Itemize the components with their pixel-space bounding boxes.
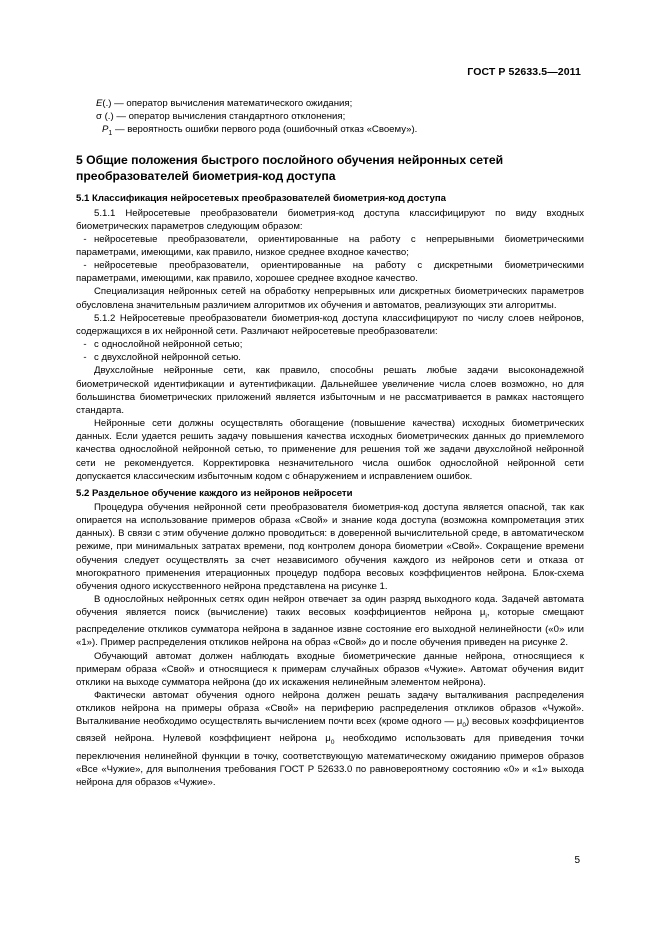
symbol-arg: (.) — [101, 111, 114, 123]
mu-symbol: μ — [325, 733, 331, 745]
paragraph: Обучающий автомат должен наблюдать входные биометрические данные нейрона, относящиеся к примерам образа «Свой» и относящиеся к примерам случайных образов «Чужие». Автомат обучения видит отклики на выходе сумматора нейрона (до их искажения нелинейным элементом нейрона). — [76, 650, 584, 688]
paragraph: Специализация нейронных сетей на обработку непрерывных или дискретных биометрических параметров обусловлена значительным различием алгоритмов их обучения и автоматов, реализующих эти алгоритмы. — [76, 286, 584, 311]
mu-subscript: i — [485, 613, 487, 621]
list-item-text: нейросетевые преобразователи, ориентированные на работу с непрерывными биометрическими параметрами, имеющими, как правило, низкое среднее входное качество; — [76, 233, 584, 258]
definition-text: — вероятность ошибки первого рода (ошибочный отказ «Своему»). — [112, 124, 418, 136]
section-5-1-heading: 5.1 Классификация нейросетевых преобразователей биометрия-код доступа — [76, 193, 446, 205]
mu-symbol: μ — [479, 607, 486, 619]
symbol-arg: (.) — [102, 98, 112, 109]
paragraph-5-1-2: 5.1.2 Нейросетевые преобразователи биометрия-код доступа классифицируют по числу слоев нейронов, содержащихся в их нейронной сети. Различают нейросетевые преобразователи: — [76, 312, 584, 337]
definition-text: — оператор вычисления стандартного отклонения; — [113, 111, 346, 123]
symbol-definitions — [76, 97, 584, 140]
paragraph — [76, 689, 584, 789]
list-item-text: с двухслойной нейронной сетью. — [94, 352, 241, 364]
list-item: - нейросетевые преобразователи, ориентированные на работу с непрерывными биометрическими параметрами, имеющими, как правило, низкое среднее входное качество; — [76, 233, 584, 258]
list-item: - с двухслойной нейронной сетью. — [83, 352, 241, 364]
text-span: В однослойных нейронных сетях один нейрон отвечает за один разряд выходного кода. Задачей автомата обучения является поиск (вычисление) таких весовых коэффициентов нейрона — [76, 594, 584, 619]
list-item-text: с однослойной нейронной сетью; — [94, 339, 243, 351]
section-5-heading: 5 Общие положения быстрого послойного обучения нейронных сетей преобразователей биометрия-код доступа — [76, 153, 504, 183]
text-span: ) весовых коэффициентов связей нейрона. Нулевой коэффициент нейрона — [76, 716, 584, 745]
definition-std — [76, 110, 584, 123]
paragraph — [76, 593, 584, 650]
symbol-sigma: σ — [96, 111, 102, 123]
list-item-text: нейросетевые преобразователи, ориентированные на работу с дискретными биометрическими параметрами, имеющими, как правило, хорошее среднее входное качество. — [76, 260, 584, 285]
mu-subscript: 0 — [330, 739, 335, 747]
paragraph: Нейронные сети должны осуществлять обогащение (повышение качества) исходных биометрических данных. Если удается решить задачу повышения качества исходных биометрических данных до приемлемого качества однослойной нейронной сетью, то применение для решения той же задачи двухслойной нейронной сети не рекомендуется. Корректировка незначительного числа ошибок однослойной нейронной сети допускается классическим избыточным кодом с обнаружением и исправлением ошибок. — [76, 418, 584, 482]
text-span: , которые смещают распределение откликов сумматора нейрона в заданное извне состояние его выходной нелинейности («0» или «1»). Пример распределения откликов нейрона на образ «Свой» до и после обучения приведен на рисунке 2. — [76, 607, 585, 649]
text-span: Фактически автомат обучения одного нейрона должен решать задачу выталкивания распределения откликов нейрона на примеры образа «Свой» на периферию распределения откликов образов «Чужой». Выталкивание необходимо осуществлять вычислением почти всех (кроме одного — — [76, 690, 584, 728]
paragraph: Процедура обучения нейронной сети преобразователя биометрия-код доступа является опасной, так как опирается на использование примеров образа «Свой» и знание кода доступа (возможна компрометация этих данных). В связи с этим обучение должно проводиться: в доверенной вычислительной среде, в автоматическом режиме, при минимальных затратах времени, под контролем донора биометрии «Свой». Сокращение времени обучения следует осуществлять за счет независимого обучения каждого из нейронов сети и отказа от многократного применения итерационных процедур подбора весовых коэффициентов нейрона. Блок-схема обучения одного искусственного нейрона представлена на рисунке 1. — [76, 501, 584, 592]
definition-text: — оператор вычисления математического ожидания; — [111, 98, 353, 109]
paragraph-5-1-1: 5.1.1 Нейросетевые преобразователи биометрия-код доступа классифицируют по виду входных биометрических параметров следующим образом: — [76, 207, 584, 232]
page-number: 5 — [574, 855, 580, 866]
list-item: - нейросетевые преобразователи, ориентированные на работу с дискретными биометрическими параметрами, имеющими, как правило, хорошее среднее входное качество. — [76, 260, 584, 285]
document-header: ГОСТ Р 52633.5—2011 — [467, 66, 581, 78]
symbol-e: E — [96, 98, 103, 109]
mu-subscript: 0 — [462, 722, 466, 730]
paragraph: Двухслойные нейронные сети, как правило, способны решать любые задачи высоконадежной биометрической идентификации и аутентификации. Дальнейшее увеличение числа слоев возможно, но для большинства биометрических приложений является избыточным и не рассматривается в рамках настоящего стандарта. — [76, 365, 584, 416]
definition-p1 — [76, 123, 584, 140]
symbol-subscript: 1 — [108, 130, 113, 138]
mu-symbol: μ — [456, 716, 463, 728]
text-span: необходимо использовать для приведения точки переключения нелинейной функции в точку, соответствующую математическому ожиданию примеров образов «Все «Чужие», для выполнения требования ГОСТ Р 52633.0 по равновероятному состоянию «0» и «1» выхода нейрона для образов «Чужие». — [76, 733, 584, 788]
page-content — [76, 97, 584, 789]
section-5-2-heading: 5.2 Раздельное обучение каждого из нейронов нейросети — [76, 487, 353, 499]
list-item: - с однослойной нейронной сетью; — [83, 339, 243, 351]
symbol-p: P — [102, 124, 109, 136]
definition-expectation — [76, 97, 584, 110]
